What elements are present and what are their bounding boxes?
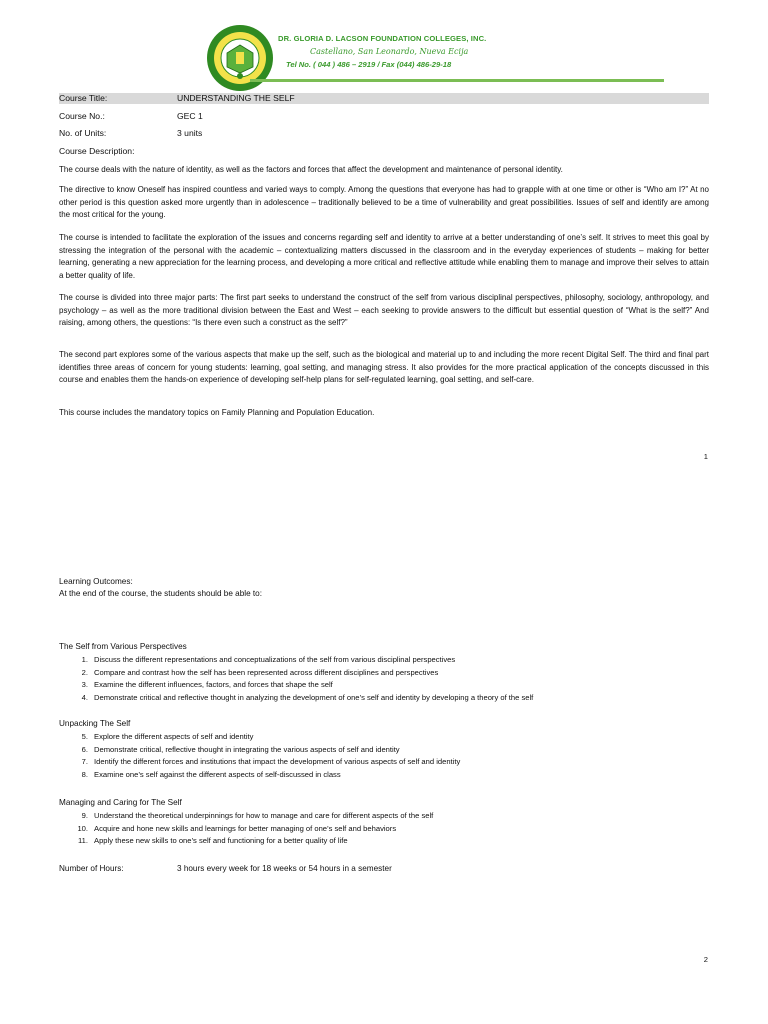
page-1 xyxy=(0,0,768,480)
description-paragraph: The second part explores some of the various aspects that make up the self, such as the biological and material up to and including the more recent Digital Self. The third and final part identifies three areas of concern for young students: learning, goal setting, and managing stress. It also provides for the more practical application of the concepts discussed in this course and enables them the hands-on experience of developing self-help plans for self-regulated learning, goal setting, and self-care. xyxy=(59,350,709,384)
school-name: DR. GLORIA D. LACSON FOUNDATION COLLEGES, INC. xyxy=(278,34,487,43)
course-title-value: UNDERSTANDING THE SELF xyxy=(177,93,295,103)
page-number: 2 xyxy=(703,955,708,964)
description-paragraph: The course is intended to facilitate the exploration of the issues and concerns regarding self and identity to arrive at a better understanding of one’s self. It strives to meet this goal by stressing the integration of the personal with the academic – contextualizing matters discussed in the classroom and in the everyday experiences of students – making for better learning, generating a new appreciation for the learning process, and developing a more critical and reflective attitude while enabling them to manage and improve their selves to attain a better quality of life. xyxy=(59,233,709,280)
list-item: 2. Compare and contrast how the self has been represented across different disciplines and perspectives xyxy=(81,667,439,677)
list-item: 8. Examine one’s self against the different aspects of self-discussed in class xyxy=(81,769,341,779)
school-contact: Tel No. ( 044 ) 486 – 2919 / Fax (044) 486-29-18 xyxy=(286,60,452,69)
page-number: 1 xyxy=(703,452,708,461)
learning-outcomes-intro: At the end of the course, the students should be able to: xyxy=(59,589,263,598)
course-description-label: Course Description: xyxy=(59,146,135,156)
learning-outcomes-heading: Learning Outcomes: xyxy=(59,577,133,586)
description-paragraph: The course deals with the nature of identity, as well as the factors and forces that affect the development and maintenance of personal identity. xyxy=(59,165,563,174)
list-item: 4. Demonstrate critical and reflective thought in analyzing the development of one’s self and identity by developing a theory of the self xyxy=(81,692,534,702)
outcome-list xyxy=(74,654,533,704)
header-divider xyxy=(250,79,664,82)
outcome-list xyxy=(74,731,460,781)
units-row xyxy=(59,128,709,139)
description-label-row xyxy=(59,146,709,157)
section-title: The Self from Various Perspectives xyxy=(59,642,187,651)
section-title: Unpacking The Self xyxy=(59,719,131,728)
course-title-row xyxy=(59,93,709,104)
description-paragraph: The course is divided into three major parts: The first part seeks to understand the construct of the self from various disciplinal perspectives, philosophy, sociology, anthropology, and psychology – as well as the more traditional division between the East and West – each seeking to provide answers to the difficult but essential question of “What is the self?” And raising, among others, the questions: “Is there even such a construct as the self?” xyxy=(59,293,709,327)
list-item: 11. Apply these new skills to one’s self and functioning for a better quality of life xyxy=(78,836,348,845)
hours-value: 3 hours every week for 18 weeks or 54 hours in a semester xyxy=(177,864,392,873)
school-address: Castellano, San Leonardo, Nueva Ecija xyxy=(310,47,469,56)
list-item: 10. Acquire and hone new skills and learnings for better managing of one’s self and behaviors xyxy=(77,823,397,833)
section-title: Managing and Caring for The Self xyxy=(59,798,182,807)
list-item: 6. Demonstrate critical, reflective thought in integrating the various aspects of self and identity xyxy=(81,744,400,754)
list-item: 3. Examine the different influences, factors, and forces that shape the self xyxy=(81,680,333,689)
outcome-list xyxy=(74,810,433,848)
course-no-row xyxy=(59,111,709,122)
list-item: 1. Discuss the different representations and conceptualizations of the self from various disciplinal perspectives xyxy=(81,655,456,664)
list-item: 9. Understand the theoretical underpinnings for how to manage and care for different aspects of the self xyxy=(81,811,434,820)
course-title-label: Course Title: xyxy=(59,93,108,103)
school-header xyxy=(278,32,698,71)
list-item: 5. Explore the different aspects of self and identity xyxy=(81,732,254,741)
hours-label: Number of Hours: xyxy=(59,864,124,873)
college-seal-logo xyxy=(205,23,275,93)
description-paragraph: The directive to know Oneself has inspired countless and varied ways to comply. Among the questions that everyone has had to grapple with at one time or other is “Who am I?” At no other period is this question asked more urgently than in adolescence – traditionally believed to be a time of vulnerability and great possibilities. Issues of self and identify are among the most critical for the young. xyxy=(59,185,709,219)
course-no-value: GEC 1 xyxy=(177,111,203,121)
units-label: No. of Units: xyxy=(59,128,107,138)
units-value: 3 units xyxy=(177,128,203,138)
description-paragraph: This course includes the mandatory topics on Family Planning and Population Education. xyxy=(59,408,375,417)
list-item: 7. Identify the different forces and institutions that impact the development of various aspects of self and identity xyxy=(81,757,461,766)
course-no-label: Course No.: xyxy=(59,111,105,121)
page-2 xyxy=(0,480,768,1024)
